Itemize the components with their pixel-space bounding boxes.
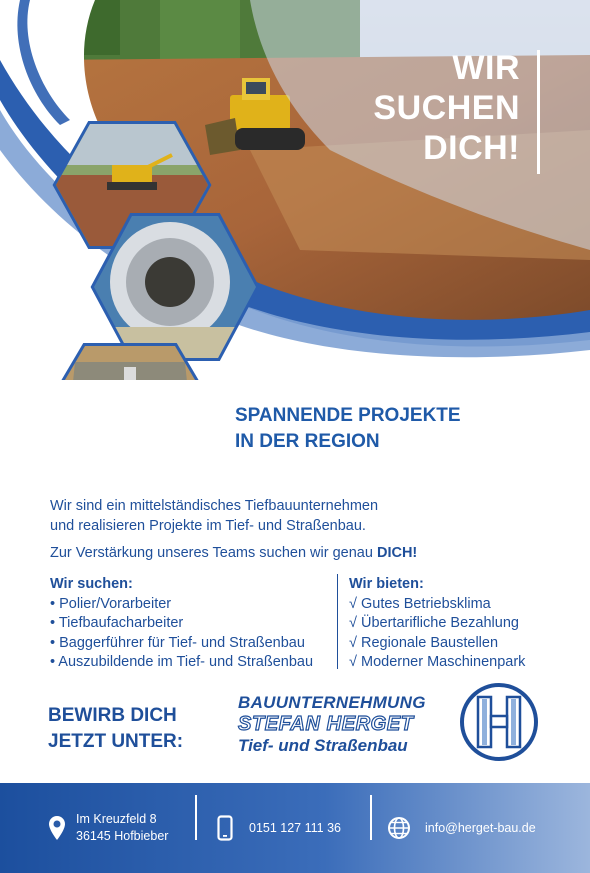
headline	[373, 48, 520, 168]
subheadline	[235, 403, 461, 455]
subheadline-line-2: IN DER REGION	[235, 431, 380, 452]
intro-line-3: Zur Verstärkung unseres Teams suchen wir genau	[50, 545, 377, 561]
brand-line-1: BAUUNTERNEHMUNG	[238, 693, 426, 712]
headline-divider	[537, 50, 540, 174]
headline-line-1: WIR	[452, 49, 520, 87]
address-line-1: Im Kreuzfeld 8	[76, 812, 157, 826]
apply-call-to-action	[48, 703, 183, 755]
hex-photo-pipe	[90, 212, 260, 362]
subheadline-line-1: SPANNENDE PROJEKTE	[235, 405, 461, 426]
company-logo-icon	[458, 681, 540, 763]
apply-line-1: BEWIRB DICH	[48, 705, 177, 726]
footer-contact-bar	[0, 783, 590, 873]
we-seek-list	[50, 595, 335, 673]
company-brand	[238, 693, 453, 756]
intro-team-text	[50, 543, 417, 563]
smartphone-icon	[217, 815, 233, 841]
footer-divider	[370, 795, 372, 840]
globe-icon	[387, 816, 411, 840]
list-item: • Tiefbaufacharbeiter	[50, 615, 184, 631]
intro-line-1: Wir sind ein mittelständisches Tiefbauunternehmen	[50, 498, 379, 514]
footer-email[interactable]	[387, 783, 536, 873]
list-item: √ Übertarifliche Bezahlung	[349, 615, 519, 631]
apply-line-2: JETZT UNTER:	[48, 731, 184, 752]
we-offer-section	[349, 575, 569, 673]
we-offer-list	[349, 595, 569, 673]
we-offer-title: Wir bieten:	[349, 576, 424, 592]
we-seek-section	[50, 575, 335, 673]
list-item: • Polier/Vorarbeiter	[50, 595, 172, 612]
headline-line-2: SUCHEN	[373, 89, 520, 127]
list-item: • Baggerführer für Tief- und Straßenbau	[50, 634, 305, 651]
intro-line-3-emphasis: DICH!	[376, 545, 418, 561]
intro-text	[50, 496, 378, 536]
list-item: √ Regionale Baustellen	[349, 634, 499, 651]
list-item: • Auszubildende im Tief- und Straßenbau	[50, 654, 314, 670]
intro-line-2: und realisieren Projekte im Tief- und Straßenbau.	[50, 518, 366, 534]
list-item: √ Gutes Betriebsklima	[349, 595, 491, 612]
we-seek-title: Wir suchen:	[50, 576, 133, 592]
column-divider	[337, 574, 338, 669]
address-line-2: 36145 Hofbieber	[76, 829, 169, 843]
footer-divider	[195, 795, 197, 840]
headline-line-3: DICH!	[423, 129, 520, 167]
brand-line-2: STEFAN HERGET	[238, 713, 414, 735]
phone-number[interactable]: 0151 127 111 36	[249, 820, 341, 835]
email-address[interactable]: info@herget-bau.de	[425, 820, 536, 835]
footer-address	[48, 783, 168, 873]
hex-photo-trench	[45, 342, 215, 380]
list-item: √ Moderner Maschinenpark	[349, 654, 526, 670]
brand-line-3: Tief- und Straßenbau	[238, 736, 408, 755]
footer-phone[interactable]	[217, 783, 341, 873]
location-pin-icon	[48, 815, 66, 841]
